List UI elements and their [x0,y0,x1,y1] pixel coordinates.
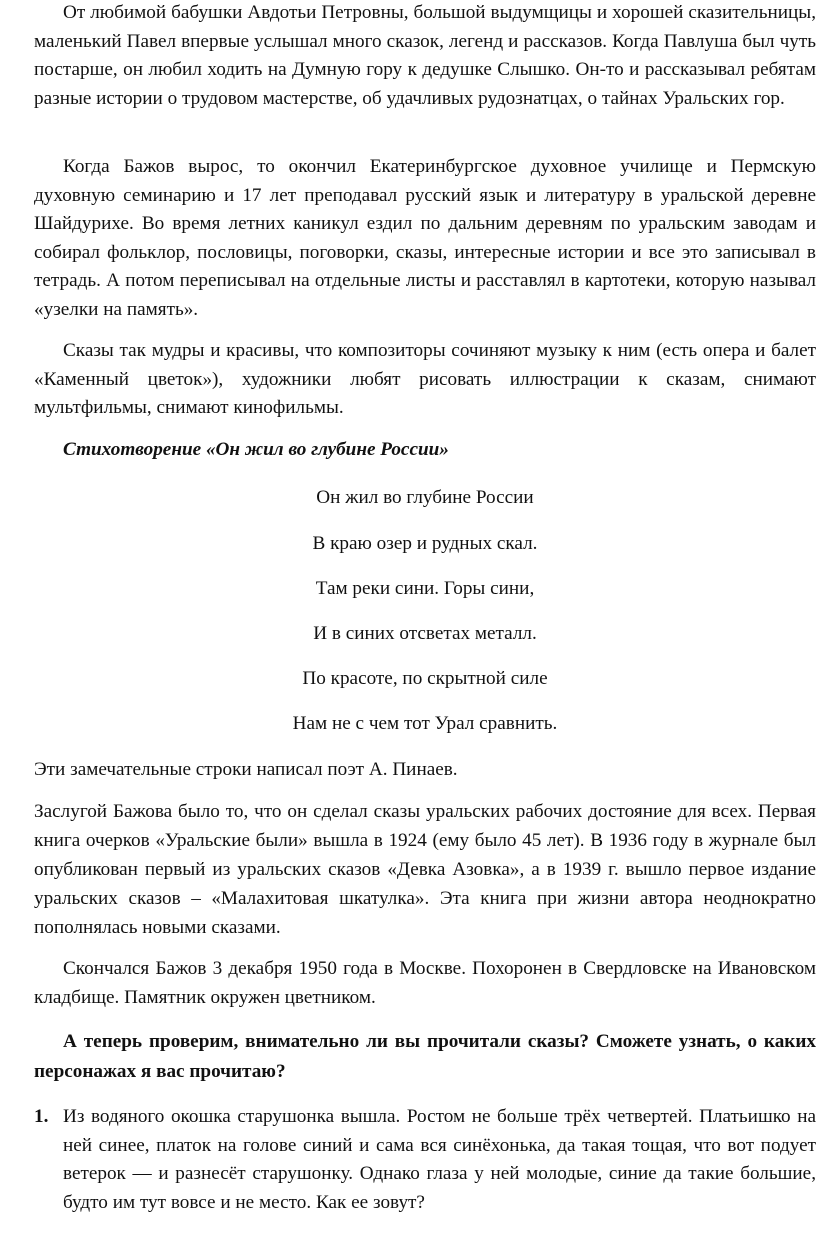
paragraph-art: Сказы так мудры и красивы, что композиторы сочиняют музыку к ним (есть опера и балет «Каменный цветок»), художники любят рисовать иллюстрации к сказам, снимают мультфильмы, снимают кинофильмы. [34,340,816,418]
paragraph-education: Когда Бажов вырос, то окончил Екатеринбургское духовное училище и Пермскую духовную семинарию и 17 лет преподавал русский язык и литературу в уральской деревне Шайдурихе. Во время летних каникул ездил по дальним деревням по уральским заводам и собирал фольклор, пословицы, поговорки, сказы, интересные истории и все это записывал в тетрадь. А потом переписывал на отдельные листы и расставлял в картотеки, которую называл «узелки на память». [34,156,816,320]
paragraph-legacy: Заслугой Бажова было то, что он сделал сказы уральских рабочих достояние для всех. Первая книга очерков «Уральские были» вышла в 1924 (ему было 45 лет). В 1936 году в журнале был опубликован первый из уральских сказов «Девка Азовка», а в 1939 г. вышло первое издание уральских сказов – «Малахитовая шкатулка». Эта книга при жизни автора неоднократно пополнялась новыми сказами. [34,801,816,938]
poem-line: Нам не с чем тот Урал сравнить. [292,713,558,734]
quiz-item-text: Из водяного окошка старушонка вышла. Ростом не больше трёх четвертей. Платьишко на ней синее, платок на голове синий и сама вся синёхонька, да такая тощая, что вот подует ветерок — и разнесёт старушонку. Однако глаза у ней молодые, синие да такие большие, будто им тут вовсе и не место. Как ее зовут? [63,1106,816,1213]
poem-line: И в синих отсветах металл. [313,623,537,644]
quiz-question: А теперь проверим, внимательно ли вы прочитали сказы? Сможете узнать, о каких персонажах я вас прочитаю? [34,1031,816,1082]
poem-line: Он жил во глубине России [316,487,534,508]
poem-author-line: Эти замечательные строки написал поэт А. Пинаев. [34,759,458,780]
poem-line: Там реки сини. Горы сини, [315,578,535,599]
paragraph-death: Скончался Бажов 3 декабря 1950 года в Москве. Похоронен в Свердловске на Ивановском кладбище. Памятник окружен цветником. [34,958,816,1008]
paragraph-childhood: От любимой бабушки Авдотьи Петровны, большой выдумщицы и хорошей сказительницы, маленький Павел впервые услышал много сказок, легенд и рассказов. Когда Павлуша был чуть постарше, он любил ходить на Думную гору к дедушке Слышко. Он-то и рассказывал ребятам разные истории о трудовом мастерстве, об удачливых рудознатцах, о тайнах Уральских гор. [34,2,816,109]
poem-heading: Стихотворение «Он жил во глубине России» [63,439,449,460]
poem-line: В краю озер и рудных скал. [312,533,538,554]
poem-line: По красоте, по скрытной силе [302,668,548,689]
quiz-item-number: 1. [34,1106,49,1127]
